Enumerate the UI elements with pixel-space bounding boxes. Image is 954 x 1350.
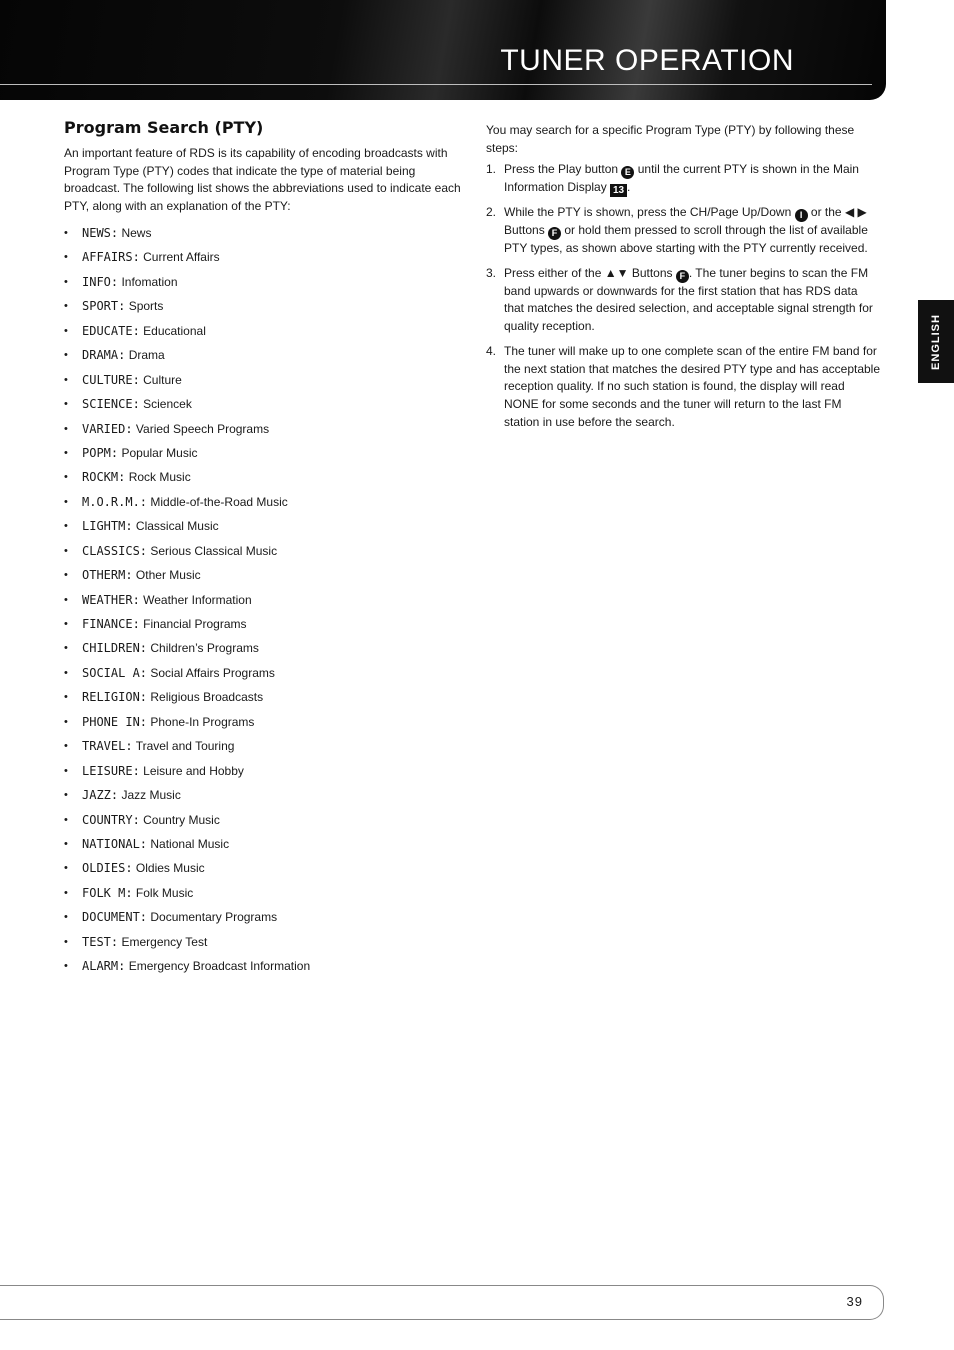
- pty-description: Educational: [143, 323, 206, 338]
- button-f-icon: F: [676, 270, 689, 283]
- pty-list-item: [64, 368, 464, 392]
- pty-code: CHILDREN:: [82, 641, 148, 656]
- pty-code: PHONE IN:: [82, 714, 148, 729]
- pty-description: Emergency Test: [121, 934, 208, 949]
- pty-list-item: [64, 588, 464, 612]
- pty-description: Social Affairs Programs: [150, 665, 275, 680]
- pty-description: Oldies Music: [135, 861, 205, 876]
- pty-list-item: [64, 465, 464, 489]
- pty-description: News: [121, 226, 152, 240]
- pty-code: AFFAIRS:: [82, 250, 140, 265]
- pty-code: FINANCE:: [82, 617, 140, 631]
- left-column: [64, 118, 464, 979]
- page-header: [0, 0, 886, 100]
- pty-list-item: [64, 783, 464, 807]
- pty-description: Sciencek: [143, 397, 192, 412]
- pty-description: Popular Music: [121, 445, 198, 460]
- step-text: The tuner will make up to one complete scan of the entire FM band for the next station that matches the desired PTY type and has acceptable reception quality. If no such station is found, the display will read NONE for some seconds and the tuner will return to the last FM station in use before the search.: [504, 343, 881, 429]
- step-text: or hold them pressed to scroll through the list of available PTY types, as shown above starting with the PTY currently received.: [504, 223, 868, 255]
- pty-description: Financial Programs: [143, 617, 247, 631]
- pty-description: Serious Classical Music: [150, 543, 278, 558]
- pty-description: Rock Music: [128, 470, 191, 485]
- pty-code: SCIENCE:: [82, 397, 140, 412]
- pty-list-item: [64, 270, 464, 294]
- pty-code: TRAVEL:: [82, 739, 133, 754]
- step-text: Press the Play button: [504, 162, 622, 176]
- pty-code: CULTURE:: [82, 372, 140, 387]
- pty-list-item: [64, 612, 464, 636]
- pty-list-item: [64, 514, 464, 538]
- pty-description: Middle-of-the-Road Music: [150, 494, 288, 509]
- pty-code: VARIED:: [82, 421, 133, 436]
- pty-list-item: [64, 636, 464, 660]
- pty-code: FOLK M:: [82, 885, 133, 900]
- pty-code: WEATHER:: [82, 592, 140, 607]
- intro-paragraph: An important feature of RDS is its capability of encoding broadcasts with Program Type (PTY) codes that indicate the type of material being broadcast. The following list shows the abbreviations used to indicate each PTY, along with an explanation of the PTY:: [64, 146, 461, 213]
- step-number: 4.: [486, 343, 497, 358]
- pty-description: Country Music: [143, 812, 220, 827]
- pty-description: Religious Broadcasts: [150, 690, 264, 705]
- pty-code: NEWS:: [82, 226, 119, 240]
- button-f-icon: F: [548, 227, 561, 240]
- pty-description: Drama: [128, 348, 165, 363]
- left-right-arrows-icon: ◀ ▶: [844, 205, 867, 219]
- pty-code: COUNTRY:: [82, 812, 140, 827]
- pty-list-item: [64, 392, 464, 416]
- pty-description: National Music: [150, 836, 230, 851]
- pty-list-item: [64, 905, 464, 929]
- pty-description: Jazz Music: [121, 788, 181, 803]
- language-tab: [918, 300, 954, 383]
- step-text: Buttons: [504, 223, 549, 237]
- pty-list-item: [64, 734, 464, 758]
- pty-list-item: [64, 319, 464, 343]
- pty-description: Leisure and Hobby: [143, 763, 244, 778]
- step-text: . The tuner begins to scan the FM band upwards or downwards for the first station that has RDS data that matches the desired selection, and acceptable signal strength for quality reception.: [504, 265, 873, 334]
- page-title: TUNER OPERATION: [500, 44, 794, 77]
- pty-description: Phone-In Programs: [150, 714, 255, 729]
- pty-description: Emergency Broadcast Information: [128, 959, 311, 974]
- pty-description: Other Music: [135, 568, 201, 583]
- pty-code: SOCIAL A:: [82, 665, 148, 680]
- pty-list-item: [64, 881, 464, 905]
- pty-list-item: [64, 343, 464, 367]
- page-number: 39: [846, 1294, 863, 1309]
- pty-code: LEISURE:: [82, 763, 140, 778]
- display-13-icon: 13: [610, 184, 627, 197]
- pty-list-item: [64, 563, 464, 587]
- step-3: [486, 265, 880, 336]
- pty-description: Varied Speech Programs: [135, 421, 270, 436]
- steps-intro: You may search for a specific Program Type (PTY) by following these steps:: [486, 123, 855, 155]
- pty-code: RELIGION:: [82, 690, 148, 705]
- pty-description: Weather Information: [143, 592, 252, 607]
- step-number: 3.: [486, 265, 497, 280]
- step-2: [486, 204, 880, 258]
- page-footer: [0, 1285, 884, 1320]
- pty-list-item: [64, 417, 464, 441]
- pty-list-item: [64, 710, 464, 734]
- pty-list-item: [64, 661, 464, 685]
- pty-list-item: [64, 294, 464, 318]
- pty-code: OTHERM:: [82, 568, 133, 583]
- section-heading: Program Search (PTY): [64, 118, 264, 137]
- pty-description: Current Affairs: [143, 250, 220, 265]
- language-tab-label: ENGLISH: [930, 313, 942, 370]
- pty-list-item: [64, 856, 464, 880]
- pty-list-item: [64, 685, 464, 709]
- steps-list: [486, 161, 880, 431]
- pty-code: NATIONAL:: [82, 836, 148, 851]
- pty-list-item: [64, 221, 464, 245]
- button-e-icon: E: [621, 166, 634, 179]
- pty-list-item: [64, 539, 464, 563]
- pty-description: Sports: [128, 299, 164, 314]
- pty-code: CLASSICS:: [82, 543, 148, 558]
- step-text: Press either of the: [504, 265, 605, 280]
- pty-description: Children’s Programs: [150, 641, 259, 656]
- step-4: [486, 343, 880, 432]
- pty-description: Travel and Touring: [135, 739, 235, 754]
- button-i-icon: I: [795, 209, 808, 222]
- step-text: Buttons: [628, 265, 676, 280]
- pty-description: Culture: [143, 372, 182, 387]
- pty-code: DRAMA:: [82, 348, 126, 363]
- step-1: [486, 161, 880, 197]
- pty-code: DOCUMENT:: [82, 910, 148, 925]
- pty-code: ROCKM:: [82, 470, 126, 485]
- pty-description: Documentary Programs: [150, 910, 278, 925]
- pty-code: ALARM:: [82, 959, 126, 974]
- up-down-arrows-icon: ▲▼: [604, 265, 629, 280]
- pty-list-item: [64, 759, 464, 783]
- pty-list-item: [64, 930, 464, 954]
- pty-list-item: [64, 490, 464, 514]
- pty-list: [64, 221, 464, 979]
- step-text: until the current PTY is shown in the Main Information Display: [504, 162, 859, 194]
- pty-code: M.O.R.M.:: [82, 494, 148, 509]
- pty-code: OLDIES:: [82, 861, 133, 876]
- step-text: .: [627, 180, 631, 194]
- pty-list-item: [64, 954, 464, 978]
- step-number: 1.: [486, 162, 497, 176]
- pty-code: POPM:: [82, 445, 119, 460]
- pty-code: EDUCATE:: [82, 323, 140, 338]
- step-number: 2.: [486, 205, 497, 219]
- pty-code: TEST:: [82, 934, 119, 949]
- header-divider: [0, 84, 872, 85]
- pty-code: SPORT:: [82, 299, 126, 314]
- pty-list-item: [64, 441, 464, 465]
- pty-description: Classical Music: [135, 519, 219, 534]
- pty-list-item: [64, 808, 464, 832]
- pty-description: Infomation: [121, 274, 178, 289]
- pty-code: LIGHTM:: [82, 519, 133, 534]
- pty-list-item: [64, 245, 464, 269]
- step-text: While the PTY is shown, press the CH/Page Up/Down: [504, 205, 795, 219]
- pty-description: Folk Music: [135, 885, 194, 900]
- pty-list-item: [64, 832, 464, 856]
- step-text: or the: [807, 205, 845, 219]
- pty-code: INFO:: [82, 274, 119, 289]
- pty-code: JAZZ:: [82, 788, 119, 803]
- right-column: [486, 122, 880, 438]
